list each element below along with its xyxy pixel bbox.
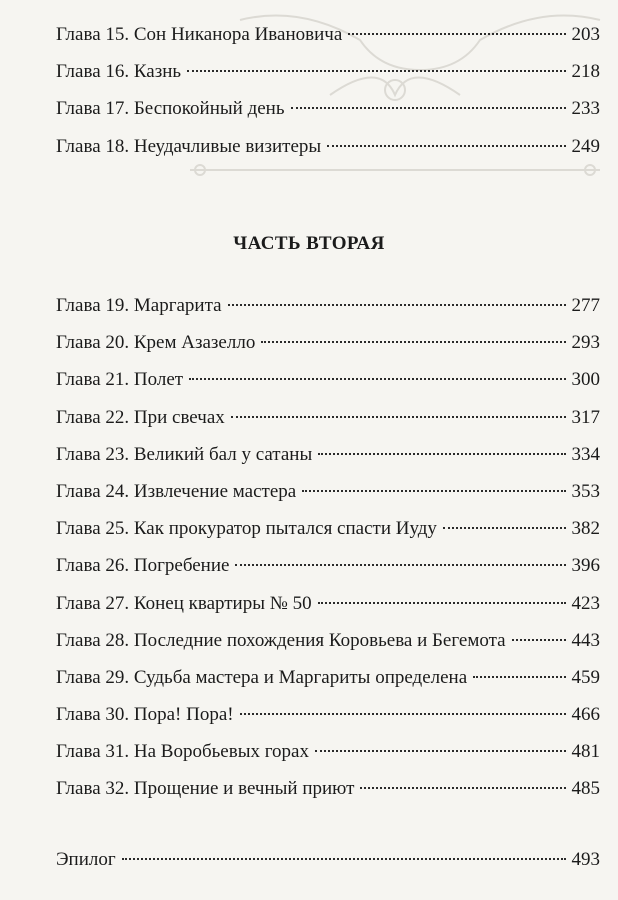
toc-entry[interactable] [56,696,600,733]
toc-entry-label: Глава 30. Пора! Пора! [56,704,234,726]
toc-entry[interactable] [56,622,600,659]
toc-part-two [56,287,600,808]
toc-entry-label: Эпилог [56,849,116,870]
toc-entry-label: Глава 31. На Воробьевых горах [56,741,309,763]
dot-leader [228,304,566,306]
toc-entry-page: 459 [571,666,600,688]
toc-entry-label: Глава 28. Последние похождения Коровьева и Бегемота [56,629,506,651]
dot-leader [443,527,566,529]
toc-entry[interactable] [56,733,600,770]
toc-part-one [56,16,600,165]
toc-entry-epilogue[interactable] [56,841,600,878]
toc-entry-label: Глава 21. Полет [56,369,184,391]
toc-entry-label: Глава 17. Беспокойный день [56,98,285,120]
toc-entry[interactable] [56,399,600,436]
dot-leader [348,33,565,35]
toc-entry-label: Глава 25. Как прокуратор пытался спасти Иуду [56,518,437,540]
toc-epilogue [56,841,600,878]
dot-leader [327,145,565,147]
toc-entry-page: 218 [571,61,600,83]
toc-entry-page: 443 [571,629,600,651]
toc-entry-label: Глава 19. Маргарита [56,295,222,316]
dot-leader [189,378,565,380]
toc-entry-page: 353 [571,480,600,502]
dot-leader [291,107,566,109]
dot-leader [261,341,565,343]
dot-leader [473,676,565,678]
dot-leader [187,70,565,72]
toc-entry-label: Глава 32. Прощение и вечный приют [56,778,355,800]
dot-leader [122,858,566,860]
toc-entry-page: 382 [571,518,600,540]
toc-entry[interactable] [56,287,600,324]
toc-entry-page: 396 [571,555,600,577]
toc-entry[interactable] [56,510,600,547]
toc-entry-page: 493 [571,849,600,870]
toc-entry-label: Глава 26. Погребение [56,555,230,577]
dot-leader [231,416,566,418]
toc-entry[interactable] [56,53,600,90]
toc-entry-page: 481 [571,741,600,763]
dot-leader [235,564,565,566]
toc-entry-label: Глава 27. Конец квартиры № 50 [56,592,312,614]
toc-entry-label: Глава 23. Великий бал у сатаны [56,443,313,465]
dot-leader [318,453,565,455]
toc-entry-page: 293 [571,332,600,354]
toc-entry[interactable] [56,436,600,473]
toc-entry-label: Глава 22. При свечах [56,406,225,428]
dot-leader [302,490,565,492]
toc-entry-label: Глава 29. Судьба мастера и Маргариты определена [56,666,468,688]
toc-entry[interactable] [56,324,600,361]
dot-leader [240,713,566,715]
toc-entry-page: 249 [571,135,600,157]
toc-entry[interactable] [56,90,600,127]
toc-entry-label: Глава 24. Извлечение мастера [56,480,297,502]
toc-entry-label: Глава 16. Казнь [56,61,182,83]
toc-entry[interactable] [56,585,600,622]
toc-entry[interactable] [56,473,600,510]
toc-entry-page: 423 [571,592,600,614]
toc-entry-page: 485 [571,778,600,800]
toc-entry[interactable] [56,128,600,165]
toc-entry-page: 233 [571,98,600,120]
toc-entry[interactable] [56,16,600,53]
dot-leader [318,602,566,604]
toc-entry-label: Глава 15. Сон Никанора Ивановича [56,24,343,45]
toc-entry-page: 300 [571,369,600,391]
dot-leader [360,787,565,789]
toc-entry[interactable] [56,361,600,398]
toc-entry[interactable] [56,547,600,584]
part-two-heading: ЧАСТЬ ВТОРАЯ [233,233,385,254]
dot-leader [512,639,566,641]
toc-entry[interactable] [56,659,600,696]
toc-entry-page: 334 [571,443,600,465]
toc-entry-page: 277 [571,295,600,316]
toc-entry-page: 466 [571,704,600,726]
toc-entry-page: 317 [571,406,600,428]
dot-leader [315,750,566,752]
toc-entry-label: Глава 18. Неудачливые визитеры [56,135,322,157]
toc-entry[interactable] [56,770,600,807]
toc-entry-label: Глава 20. Крем Азазелло [56,332,256,354]
toc-entry-page: 203 [571,24,600,45]
